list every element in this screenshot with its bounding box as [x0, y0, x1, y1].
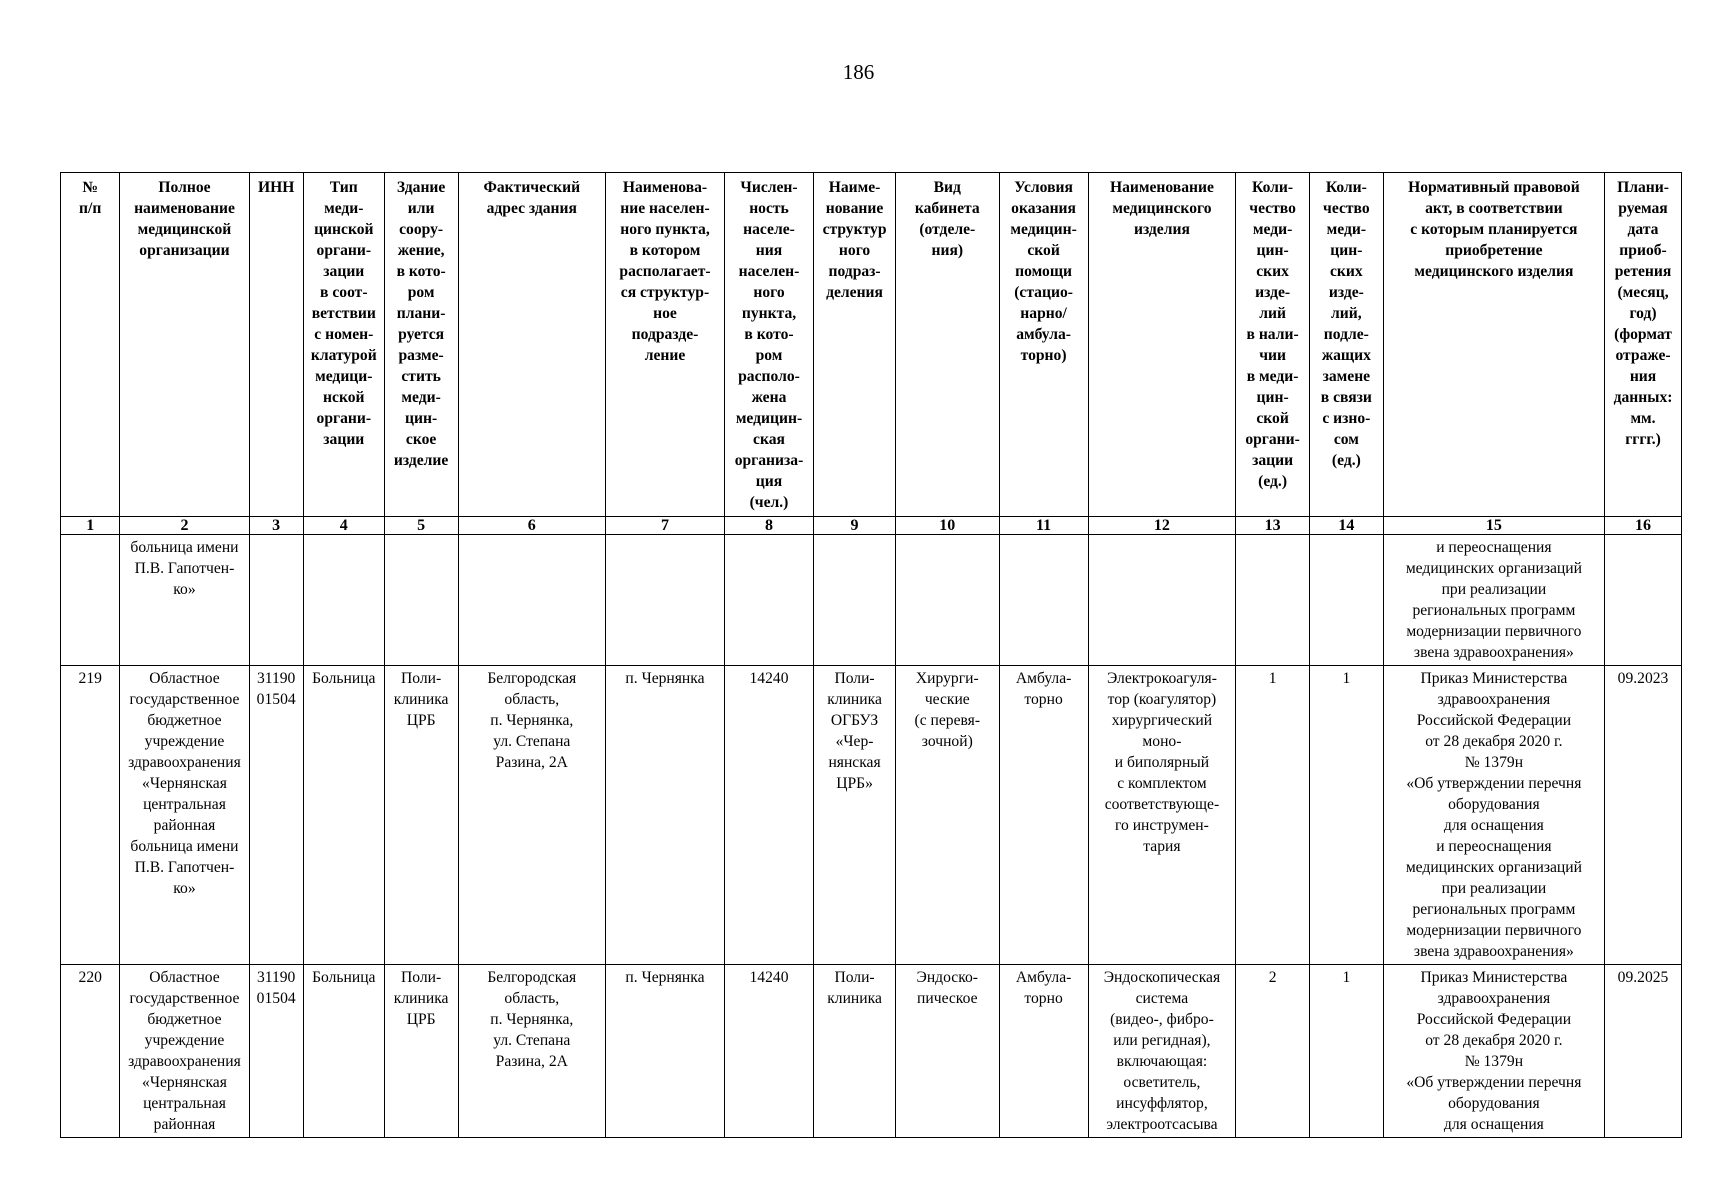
cell-qty-have: 2: [1236, 965, 1310, 1138]
cell-cabinet: [896, 535, 999, 666]
cell-num: 219: [61, 666, 120, 965]
column-number: 4: [303, 517, 384, 535]
cell-unit: Поли- клиника: [814, 965, 896, 1138]
cell-population: [724, 535, 813, 666]
header-cell-qty-replace: Коли- чество меди- цин- ских изде- лий, подле- жащих замене в связи с изно- сом (ед.): [1309, 173, 1383, 517]
column-number: 1: [61, 517, 120, 535]
header-cell-unit: Наиме- нование структур ного подраз- деления: [814, 173, 896, 517]
cell-unit: [814, 535, 896, 666]
cell-inn: 31190 01504: [249, 666, 303, 965]
cell-qty-have: 1: [1236, 666, 1310, 965]
column-number: 5: [384, 517, 458, 535]
cell-num: 220: [61, 965, 120, 1138]
column-number: 13: [1236, 517, 1310, 535]
header-cell-inn: ИНН: [249, 173, 303, 517]
column-number: 7: [606, 517, 725, 535]
cell-qty-have: [1236, 535, 1310, 666]
table-row: [61, 666, 1682, 965]
cell-unit: Поли- клиника ОГБУЗ «Чер- нянская ЦРБ»: [814, 666, 896, 965]
header-cell-population: Числен- ность населе- ния населен- ного пункта, в кото- ром располо- жена медицин- ская организа- ция (чел.): [724, 173, 813, 517]
cell-qty-replace: 1: [1309, 666, 1383, 965]
cell-type: [303, 535, 384, 666]
cell-building: [384, 535, 458, 666]
cell-act: Приказ Министерства здравоохранения Российской Федерации от 28 декабря 2020 г. № 1379н «Об утверждении перечня оборудования для оснащения и переоснащения медицинских организаций при реализации региональных программ модернизации первичного звена здравоохранения»: [1383, 666, 1604, 965]
cell-device: [1088, 535, 1236, 666]
cell-act: и переоснащения медицинских организаций при реализации региональных программ модернизации первичного звена здравоохранения»: [1383, 535, 1604, 666]
cell-act: Приказ Министерства здравоохранения Российской Федерации от 28 декабря 2020 г. № 1379н «Об утверждении перечня оборудования для оснащения: [1383, 965, 1604, 1138]
cell-address: Белгородская область, п. Чернянка, ул. Степана Разина, 2А: [458, 666, 606, 965]
header-cell-building: Здание или соору- жение, в кото- ром плани- руется разме- стить меди- цин- ское изделие: [384, 173, 458, 517]
column-number: 10: [896, 517, 999, 535]
table-row: [61, 965, 1682, 1138]
column-number: 12: [1088, 517, 1236, 535]
cell-cabinet: Эндоско- пическое: [896, 965, 999, 1138]
cell-date: 09.2023: [1605, 666, 1682, 965]
header-cell-settlement: Наименова- ние населен- ного пункта, в котором располагает- ся структур- ное подразде- ление: [606, 173, 725, 517]
cell-conditions: Амбула- торно: [999, 965, 1088, 1138]
cell-settlement: [606, 535, 725, 666]
column-number: 16: [1605, 517, 1682, 535]
cell-date: [1605, 535, 1682, 666]
table-row: [61, 535, 1682, 666]
header-cell-type: Тип меди- цинской органи- зации в соот- ветствии с номен- клатурой медици- нской органи- зации: [303, 173, 384, 517]
column-number: 11: [999, 517, 1088, 535]
cell-org: больница имени П.В. Гапотчен- ко»: [120, 535, 249, 666]
cell-device: Эндоскопическая система (видео-, фибро- или регидная), включающая: осветитель, инсуффлятор, электроотсасыва: [1088, 965, 1236, 1138]
header-cell-conditions: Условия оказания медицин- ской помощи (стацио- нарно/ амбула- торно): [999, 173, 1088, 517]
column-number: 2: [120, 517, 249, 535]
cell-population: 14240: [724, 965, 813, 1138]
header-cell-device: Наименование медицинского изделия: [1088, 173, 1236, 517]
cell-cabinet: Хирурги- ческие (с перевя- зочной): [896, 666, 999, 965]
column-number: 9: [814, 517, 896, 535]
column-number: 6: [458, 517, 606, 535]
cell-date: 09.2025: [1605, 965, 1682, 1138]
column-number-row: [61, 517, 1682, 535]
equipment-table: [60, 172, 1682, 1138]
cell-qty-replace: [1309, 535, 1383, 666]
header-cell-act: Нормативный правовой акт, в соответствии с которым планируется приобретение медицинского изделия: [1383, 173, 1604, 517]
cell-type: Больница: [303, 965, 384, 1138]
column-number: 14: [1309, 517, 1383, 535]
page-number: 186: [842, 60, 875, 84]
cell-settlement: п. Чернянка: [606, 666, 725, 965]
column-number: 15: [1383, 517, 1604, 535]
cell-device: Электрокоагуля- тор (коагулятор) хирургический моно- и биполярный с комплектом соответствующе- го инструмен- тария: [1088, 666, 1236, 965]
header-cell-address: Фактический адрес здания: [458, 173, 606, 517]
cell-population: 14240: [724, 666, 813, 965]
header-cell-cabinet: Вид кабинета (отделе- ния): [896, 173, 999, 517]
header-cell-num: № п/п: [61, 173, 120, 517]
cell-inn: [249, 535, 303, 666]
column-number: 8: [724, 517, 813, 535]
cell-conditions: [999, 535, 1088, 666]
cell-conditions: Амбула- торно: [999, 666, 1088, 965]
cell-building: Поли- клиника ЦРБ: [384, 666, 458, 965]
header-cell-qty-have: Коли- чество меди- цин- ских изде- лий в нали- чии в меди- цин- ской органи- зации (ед.): [1236, 173, 1310, 517]
cell-num: [61, 535, 120, 666]
cell-inn: 31190 01504: [249, 965, 303, 1138]
cell-org: Областное государственное бюджетное учреждение здравоохранения «Чернянская центральная районная больница имени П.В. Гапотчен- ко»: [120, 666, 249, 965]
cell-org: Областное государственное бюджетное учреждение здравоохранения «Чернянская центральная районная: [120, 965, 249, 1138]
column-number: 3: [249, 517, 303, 535]
cell-qty-replace: 1: [1309, 965, 1383, 1138]
cell-address: Белгородская область, п. Чернянка, ул. Степана Разина, 2А: [458, 965, 606, 1138]
cell-settlement: п. Чернянка: [606, 965, 725, 1138]
cell-type: Больница: [303, 666, 384, 965]
cell-address: [458, 535, 606, 666]
header-row: [61, 173, 1682, 517]
header-cell-date: Плани- руемая дата приоб- ретения (месяц, год) (формат отраже- ния данных: мм. гггг.): [1605, 173, 1682, 517]
header-cell-org: Полное наименование медицинской организации: [120, 173, 249, 517]
cell-building: Поли- клиника ЦРБ: [384, 965, 458, 1138]
